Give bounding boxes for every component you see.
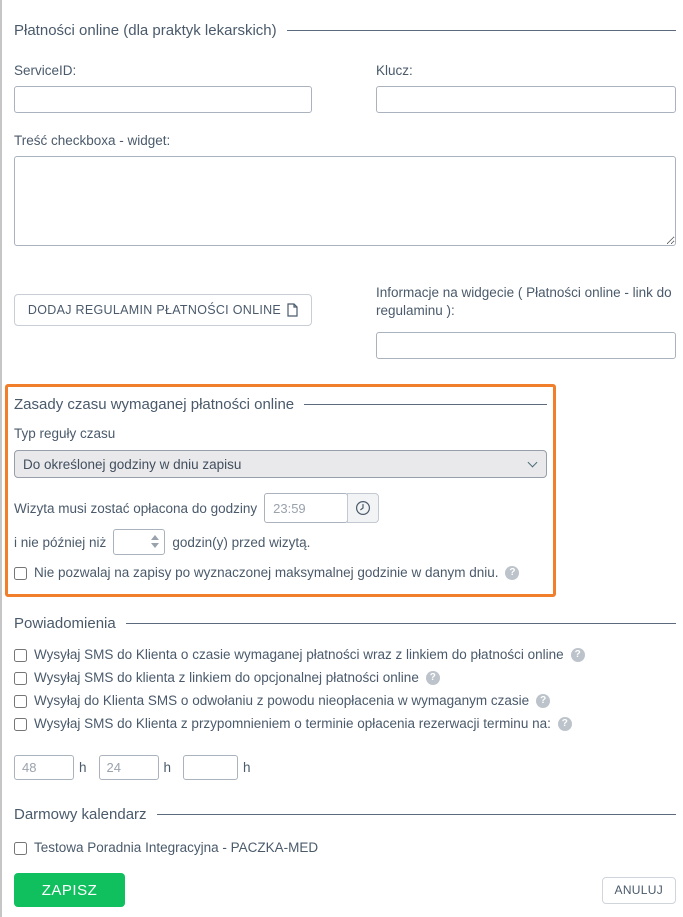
time-rules-highlight-box [5, 384, 556, 597]
help-icon[interactable]: ? [571, 648, 585, 662]
sms-payment-reminder-label: Wysyłaj SMS do Klienta z przypomnieniem o terminie opłacenia rezerwacji terminu na: [34, 716, 551, 731]
widget-info-input[interactable] [376, 332, 676, 359]
hours-before-stepper [113, 529, 165, 555]
free-calendar-section-title: Darmowy kalendarz [14, 806, 147, 823]
sms-cancellation-label: Wysyłaj do Klienta SMS o odwołaniu z powodu nieopłacenia w wymaganym czasie [34, 693, 530, 708]
sms-payment-reminder-checkbox[interactable] [14, 718, 27, 731]
not-later-suffix-label: godzin(y) przed wizytą. [172, 534, 311, 550]
no-signup-after-hour-label: Nie pozwalaj na zapisy po wyznaczonej maksymalnej godzinie w danym dniu. [34, 565, 499, 580]
clock-button[interactable] [347, 493, 379, 523]
rule-type-selected-value: Do określonej godziny w dniu zapisu [23, 456, 242, 472]
paid-by-label: Wizyta musi zostać opłacona do godziny [14, 500, 258, 516]
free-calendar-label: Testowa Poradnia Integracyjna - PACZKA-MED [34, 840, 319, 855]
sms-optional-payment-link-label: Wysyłaj SMS do klienta z linkiem do opcjonalnej płatności online [34, 670, 419, 685]
divider [287, 30, 676, 31]
service-id-label: ServiceID: [14, 63, 77, 78]
checkbox-widget-textarea[interactable] [14, 156, 676, 246]
no-signup-after-hour-checkbox[interactable] [14, 567, 27, 580]
divider [157, 814, 676, 815]
rule-type-label: Typ reguły czasu [14, 426, 116, 441]
hours-unit-label: h [79, 760, 87, 775]
notifications-section-title: Powiadomienia [14, 615, 116, 632]
help-icon[interactable]: ? [558, 717, 572, 731]
save-button[interactable]: ZAPISZ [14, 873, 125, 907]
time-rules-section-title: Zasady czasu wymaganej płatności online [14, 396, 295, 413]
payments-section-title: Płatności online (dla praktyk lekarskich) [14, 22, 277, 39]
cancel-button[interactable]: ANULUJ [602, 877, 676, 904]
reminder-hours-input-2[interactable] [99, 755, 159, 780]
reminder-hours-input-3[interactable] [183, 755, 238, 780]
klucz-label: Klucz: [376, 63, 413, 78]
sms-cancellation-checkbox[interactable] [14, 695, 27, 708]
add-regulations-button[interactable] [14, 294, 312, 326]
hours-unit-label: h [163, 760, 172, 775]
help-icon[interactable]: ? [505, 566, 519, 580]
free-calendar-checkbox[interactable] [14, 842, 27, 855]
sms-optional-payment-link-checkbox[interactable] [14, 672, 27, 685]
widget-info-label: Informacje na widgecie ( Płatności online - link do regulaminu ): [376, 285, 672, 318]
reminder-hours-input-1[interactable] [14, 755, 74, 780]
payments-section-header [14, 22, 676, 39]
paid-by-time-input[interactable] [264, 493, 348, 523]
service-id-input[interactable] [14, 86, 312, 113]
chevron-down-icon [528, 457, 538, 467]
hours-unit-label: h [243, 760, 251, 775]
add-regulations-button-label: DODAJ REGULAMIN PŁATNOŚCI ONLINE [27, 303, 282, 317]
sms-required-payment-link-label: Wysyłaj SMS do Klienta o czasie wymaganej płatności wraz z linkiem do płatności online [34, 647, 564, 662]
rule-type-select[interactable] [14, 450, 547, 478]
divider [304, 404, 547, 405]
document-icon [287, 303, 298, 317]
klucz-input[interactable] [376, 86, 676, 113]
help-icon[interactable]: ? [426, 671, 440, 685]
notifications-section-header [14, 615, 676, 632]
help-icon[interactable]: ? [536, 694, 550, 708]
stepper-down-icon[interactable] [151, 543, 159, 548]
stepper-up-icon[interactable] [151, 535, 159, 540]
stepper-arrows[interactable] [151, 535, 159, 548]
free-calendar-section-header [14, 806, 676, 823]
divider [126, 623, 676, 624]
clock-icon [355, 500, 371, 516]
not-later-prefix-label: i nie później niż [14, 534, 107, 550]
time-rules-section-header [14, 396, 547, 413]
checkbox-widget-label: Treść checkboxa - widget: [14, 133, 171, 148]
sms-required-payment-link-checkbox[interactable] [14, 649, 27, 662]
paid-by-time-group [264, 493, 379, 523]
